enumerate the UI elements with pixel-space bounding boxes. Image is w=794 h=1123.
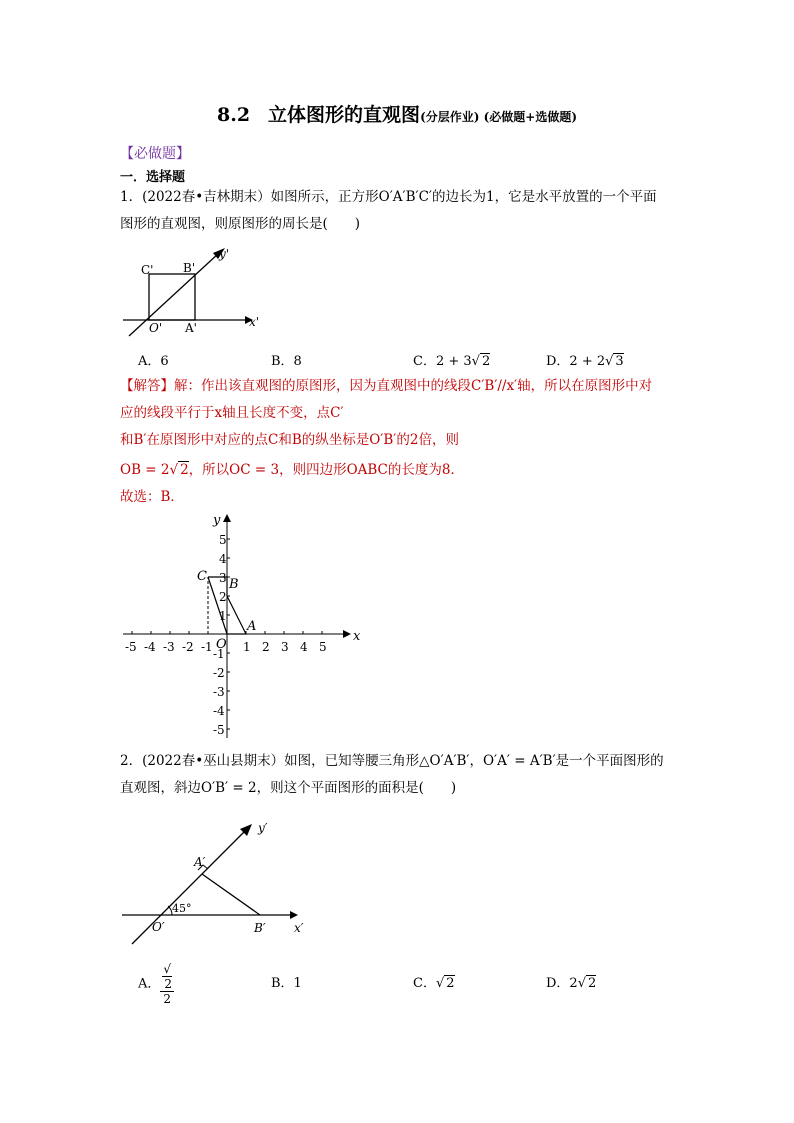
q2-choice-a-numerator: √ 2 xyxy=(160,962,174,992)
section-tag: 【必做题】 xyxy=(120,146,190,162)
q2-figure xyxy=(118,812,318,952)
q1-choice-d-radicand: 3 xyxy=(615,354,624,369)
y-tick-label: 5 xyxy=(219,533,227,547)
x-tick-label: 1 xyxy=(243,640,251,654)
q2-text-line1: 2．(2022春•巫山县期末）如图，已知等腰三角形△O′A′B′，O′A′ = A′B′是一个平面图形的 xyxy=(120,753,664,769)
x-tick-label: 3 xyxy=(281,640,289,654)
q2-choice-a-denominator: 2 xyxy=(163,992,172,1006)
q2-choice-c-radicand: 2 xyxy=(446,976,455,991)
q1-choice-b: B．8 xyxy=(271,354,302,369)
q1-label-y: y' xyxy=(219,247,230,261)
page-title xyxy=(0,100,794,127)
y-tick-label: 1 xyxy=(219,609,227,623)
q2-choice-d-radicand: 2 xyxy=(588,976,597,991)
q1-label-c: C' xyxy=(141,263,154,277)
q1-text-line2: 图形的直观图，则原图形的周长是( ) xyxy=(120,216,361,232)
y-tick-label: 2 xyxy=(219,590,227,604)
q2-label-b: B′ xyxy=(254,921,266,935)
y-tick-label: 3 xyxy=(219,571,227,585)
q2-choice-d-prefix: D．2 xyxy=(546,976,578,991)
q2-choice-a-radicand: 2 xyxy=(164,977,173,991)
q1-label-o: O' xyxy=(149,321,163,335)
q2-choice-a-fraction xyxy=(160,962,174,1006)
q1-label-b: B' xyxy=(183,261,196,275)
q1-figure xyxy=(115,240,275,340)
graph-x-arrow xyxy=(343,630,351,638)
x-tick-label: -2 xyxy=(182,640,194,654)
q2-choice-d: D．2√ 2 xyxy=(546,976,597,991)
y-tick-label: -1 xyxy=(213,647,225,661)
y-tick-label: -4 xyxy=(213,704,225,718)
q1-answer-line4: OB = 2√ 2，所以OC = 3，则四边形OABC的长度为8． xyxy=(120,462,464,478)
q2-choice-a-prefix: A． xyxy=(138,976,161,992)
q2-x-arrow xyxy=(290,911,298,919)
graph-label-x: x xyxy=(353,629,361,644)
q2-choice-c: C．√ 2 xyxy=(413,976,455,991)
q1-label-a: A' xyxy=(185,321,197,335)
title-sub: (分层作业) (必做题+选做题) xyxy=(420,110,578,124)
q2-choice-b: B．1 xyxy=(271,976,302,991)
graph-label-a: A xyxy=(247,619,257,634)
q1-answer-line4-radicand: 2 xyxy=(180,462,189,478)
graph-label-b: B xyxy=(229,577,239,592)
q2-text-line2: 直观图，斜边O′B′ = 2，则这个平面图形的面积是( ) xyxy=(120,780,457,796)
q1-choice-c-prefix: C．2 + 3 xyxy=(413,354,472,369)
x-tick-label: -3 xyxy=(163,640,175,654)
x-tick-label: 5 xyxy=(319,640,327,654)
q1-choice-d: D．2 + 2√ 3 xyxy=(546,354,624,369)
graph-label-c: C xyxy=(197,569,207,584)
graph-label-o: O xyxy=(216,637,227,652)
q1-answer-line1 xyxy=(120,376,652,396)
x-tick-label: 4 xyxy=(300,640,308,654)
q1-label-x: x' xyxy=(249,315,260,329)
x-tick-label: -1 xyxy=(201,640,213,654)
q2-label-y: y′ xyxy=(258,821,268,835)
q1-answer-line4-prefix: OB = 2 xyxy=(120,462,170,478)
title-number: 8.2 xyxy=(216,104,251,126)
q2-y-axis xyxy=(132,830,246,944)
q1-choice-c-radicand: 2 xyxy=(481,354,491,369)
y-tick-label: -3 xyxy=(213,685,225,699)
q1-answer-select: 故选：B． xyxy=(120,489,184,505)
graph-label-y: y xyxy=(213,513,221,528)
q2-label-a: A′ xyxy=(194,855,206,869)
q2-label-o: O′ xyxy=(152,920,165,934)
q1-answer-graph xyxy=(115,512,365,744)
q1-answer-line4-suffix: ，所以OC = 3，则四边形OABC的长度为8． xyxy=(188,462,464,478)
y-tick-label: -2 xyxy=(213,666,225,680)
section-heading: 一．选择题 xyxy=(120,170,186,185)
graph-y-arrow xyxy=(223,514,231,522)
q1-text-line1: 1．(2022春•吉林期末）如图所示，正方形O′A′B′C′的边长为1，它是水平放置的一个平面 xyxy=(120,189,657,205)
q1-choice-d-prefix: D．2 + 2 xyxy=(546,354,606,369)
x-tick-label: -4 xyxy=(144,640,156,654)
graph-oc-segment xyxy=(208,577,227,634)
q1-answer-line3: 和B′在原图形中对应的点C和B的纵坐标是O′B′的2倍，则 xyxy=(120,432,459,448)
q1-choice-a: A．6 xyxy=(138,354,169,369)
q2-label-x: x′ xyxy=(294,921,304,935)
q1-answer-line1-text: 解：作出该直观图的原图形，因为直观图中的线段C′B′//x′轴，所以在原图形中对 xyxy=(174,378,653,394)
y-tick-label: 4 xyxy=(219,552,227,566)
q2-label-angle: 45° xyxy=(172,902,192,915)
q1-choice-c: C．2 + 3√ 2 xyxy=(413,354,491,369)
q2-ab-segment xyxy=(202,874,260,915)
y-tick-label: -5 xyxy=(213,723,225,737)
q1-answer-line2: 应的线段平行于x轴且长度不变，点C′ xyxy=(120,405,344,421)
title-main: 立体图形的直观图 xyxy=(268,104,421,126)
q2-choice-c-prefix: C． xyxy=(413,976,436,991)
q2-choice-a xyxy=(138,962,174,1006)
x-tick-label: -5 xyxy=(125,640,137,654)
q1-answer-label: 【解答】 xyxy=(120,378,174,394)
x-tick-label: 2 xyxy=(262,640,270,654)
